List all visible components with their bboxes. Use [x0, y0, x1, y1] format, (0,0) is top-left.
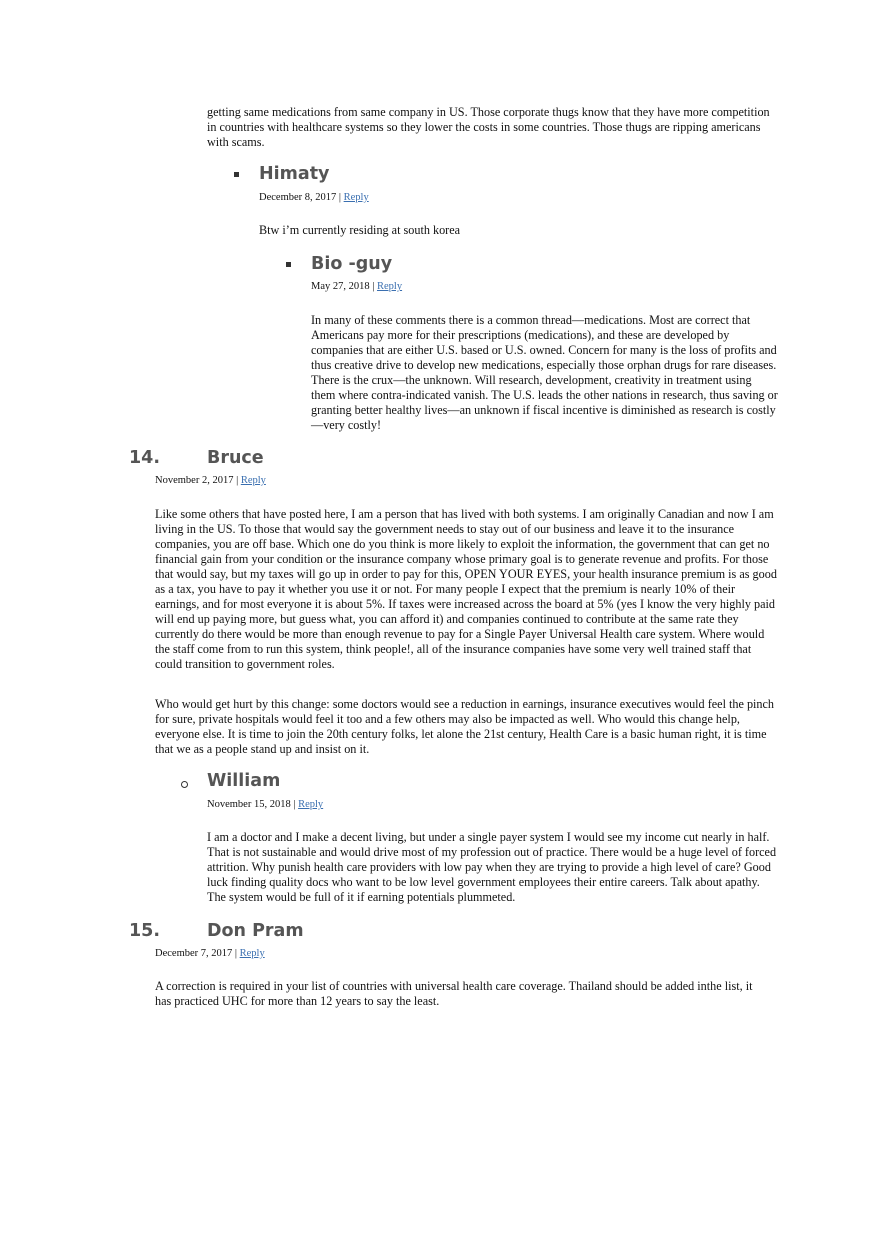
reply-link[interactable]: Reply [343, 192, 369, 203]
meta-separator: | [234, 948, 237, 959]
list-bullet [234, 172, 239, 177]
comment-author: Don Pram [207, 921, 304, 941]
comment-number: 14. [129, 448, 161, 468]
comment-meta [207, 798, 323, 811]
comment-author: Bruce [207, 448, 264, 468]
comment-date: November 15, 2018 [207, 799, 291, 810]
meta-separator: | [338, 192, 341, 203]
comment-body: In many of these comments there is a common thread—medications. Most are correct that Americans pay more for their prescriptions (medications), and these are developed by companies that are either U.S. based or U.S. owned. Concern for many is the loss of profits and thus creative drive to develop new medications, especially those orphan drugs for rare diseases. There is the crux—the unknown. Will research, development, creativity in treatment using them where contra-indicated vanish. The U.S. leads the other nations in research, thus saving or granting better healthy lives—an unknown if fiscal incentive is diminished as research is costly—very costly! [311, 313, 778, 432]
comment-date: December 7, 2017 [155, 948, 233, 959]
comment-author: Bio -guy [311, 254, 393, 274]
comment-author: Himaty [259, 164, 330, 184]
comment-date: December 8, 2017 [259, 192, 337, 203]
meta-separator: | [293, 799, 296, 810]
list-bullet [286, 262, 291, 267]
reply-link[interactable]: Reply [298, 799, 324, 810]
previous-comment-text: getting same medications from same company in US. Those corporate thugs know that they have more competition in countries with healthcare systems so they lower the costs in some countries. Those thugs are ripping americans with scams. [207, 105, 770, 149]
comment-body: A correction is required in your list of countries with universal health care coverage. Thailand should be added inthe list, it has practiced UHC for more than 12 years to say the least. [155, 979, 753, 1008]
reply-link[interactable]: Reply [376, 281, 403, 292]
comment-body: I am a doctor and I make a decent living, but under a single payer system I would see my income cut nearly in half. That is not sustainable and would drive most of my profession out of practice. There would be a huge level of forced attrition. Why punish health care providers with low pay when they are trying to provide a high level of care? Good luck finding quality docs who want to be low level government employees their entire careers. Talk about apathy. The system would be full of it if earning potentials plummeted. [207, 830, 777, 904]
comment-body-paragraph-1: Like some others that have posted here, I am a person that has lived with both systems. I am originally Canadian and now I am living in the US. To those that would say the government needs to stay out of our business and leave it to the insurance companies, you are off base. Which one do you think is more likely to exploit the information, the government that can get no financial gain from your condition or the insurance company whose primary goal is to generate revenue and profits. For those that would say, but my taxes will go up in order to pay for this, OPEN YOUR EYES, your health insurance premium is as good as a tax, you have to pay it whether you use it or not. For many people I expect that the premium is nearly 10% of their earnings, and for most everyone it is about 5%. If taxes were increased across the board at 5% (yes I know the very highly paid will end up paying more, but guess what, you can afford it) and companies continued to contribute at the same rate they currently do there would be more than enough revenue to pay for a Single Payer Universal Health care system. Where would the staff come from to run this system, think people!, all of the insurance companies have some very well trained staff that could transition to government roles. [155, 507, 777, 671]
comment-author: William [207, 771, 281, 791]
comment-date: November 2, 2017 [155, 475, 234, 486]
comment-date: May 27, 2018 [311, 281, 370, 292]
list-bullet [181, 781, 188, 788]
comment-body-paragraph-2: Who would get hurt by this change: some doctors would see a reduction in earnings, insurance executives would feel the pinch for sure, private hospitals would feel it too and a few others may also be impacted as well. Who would this change help, everyone else. It is time to join the 20th century folks, let alone the 21st century, Health Care is a basic human right, it is time that we as a people stand up and insist on it. [155, 697, 775, 756]
comment-number: 15. [129, 921, 161, 941]
meta-separator: | [372, 281, 375, 292]
reply-link[interactable]: Reply [239, 948, 265, 959]
reply-link[interactable]: Reply [240, 475, 266, 486]
meta-separator: | [236, 475, 239, 486]
comment-meta [155, 474, 266, 487]
comment-meta [311, 280, 402, 293]
comment-body: Btw i’m currently residing at south korea [259, 223, 461, 237]
comment-meta [155, 947, 265, 960]
comment-meta [259, 191, 369, 204]
